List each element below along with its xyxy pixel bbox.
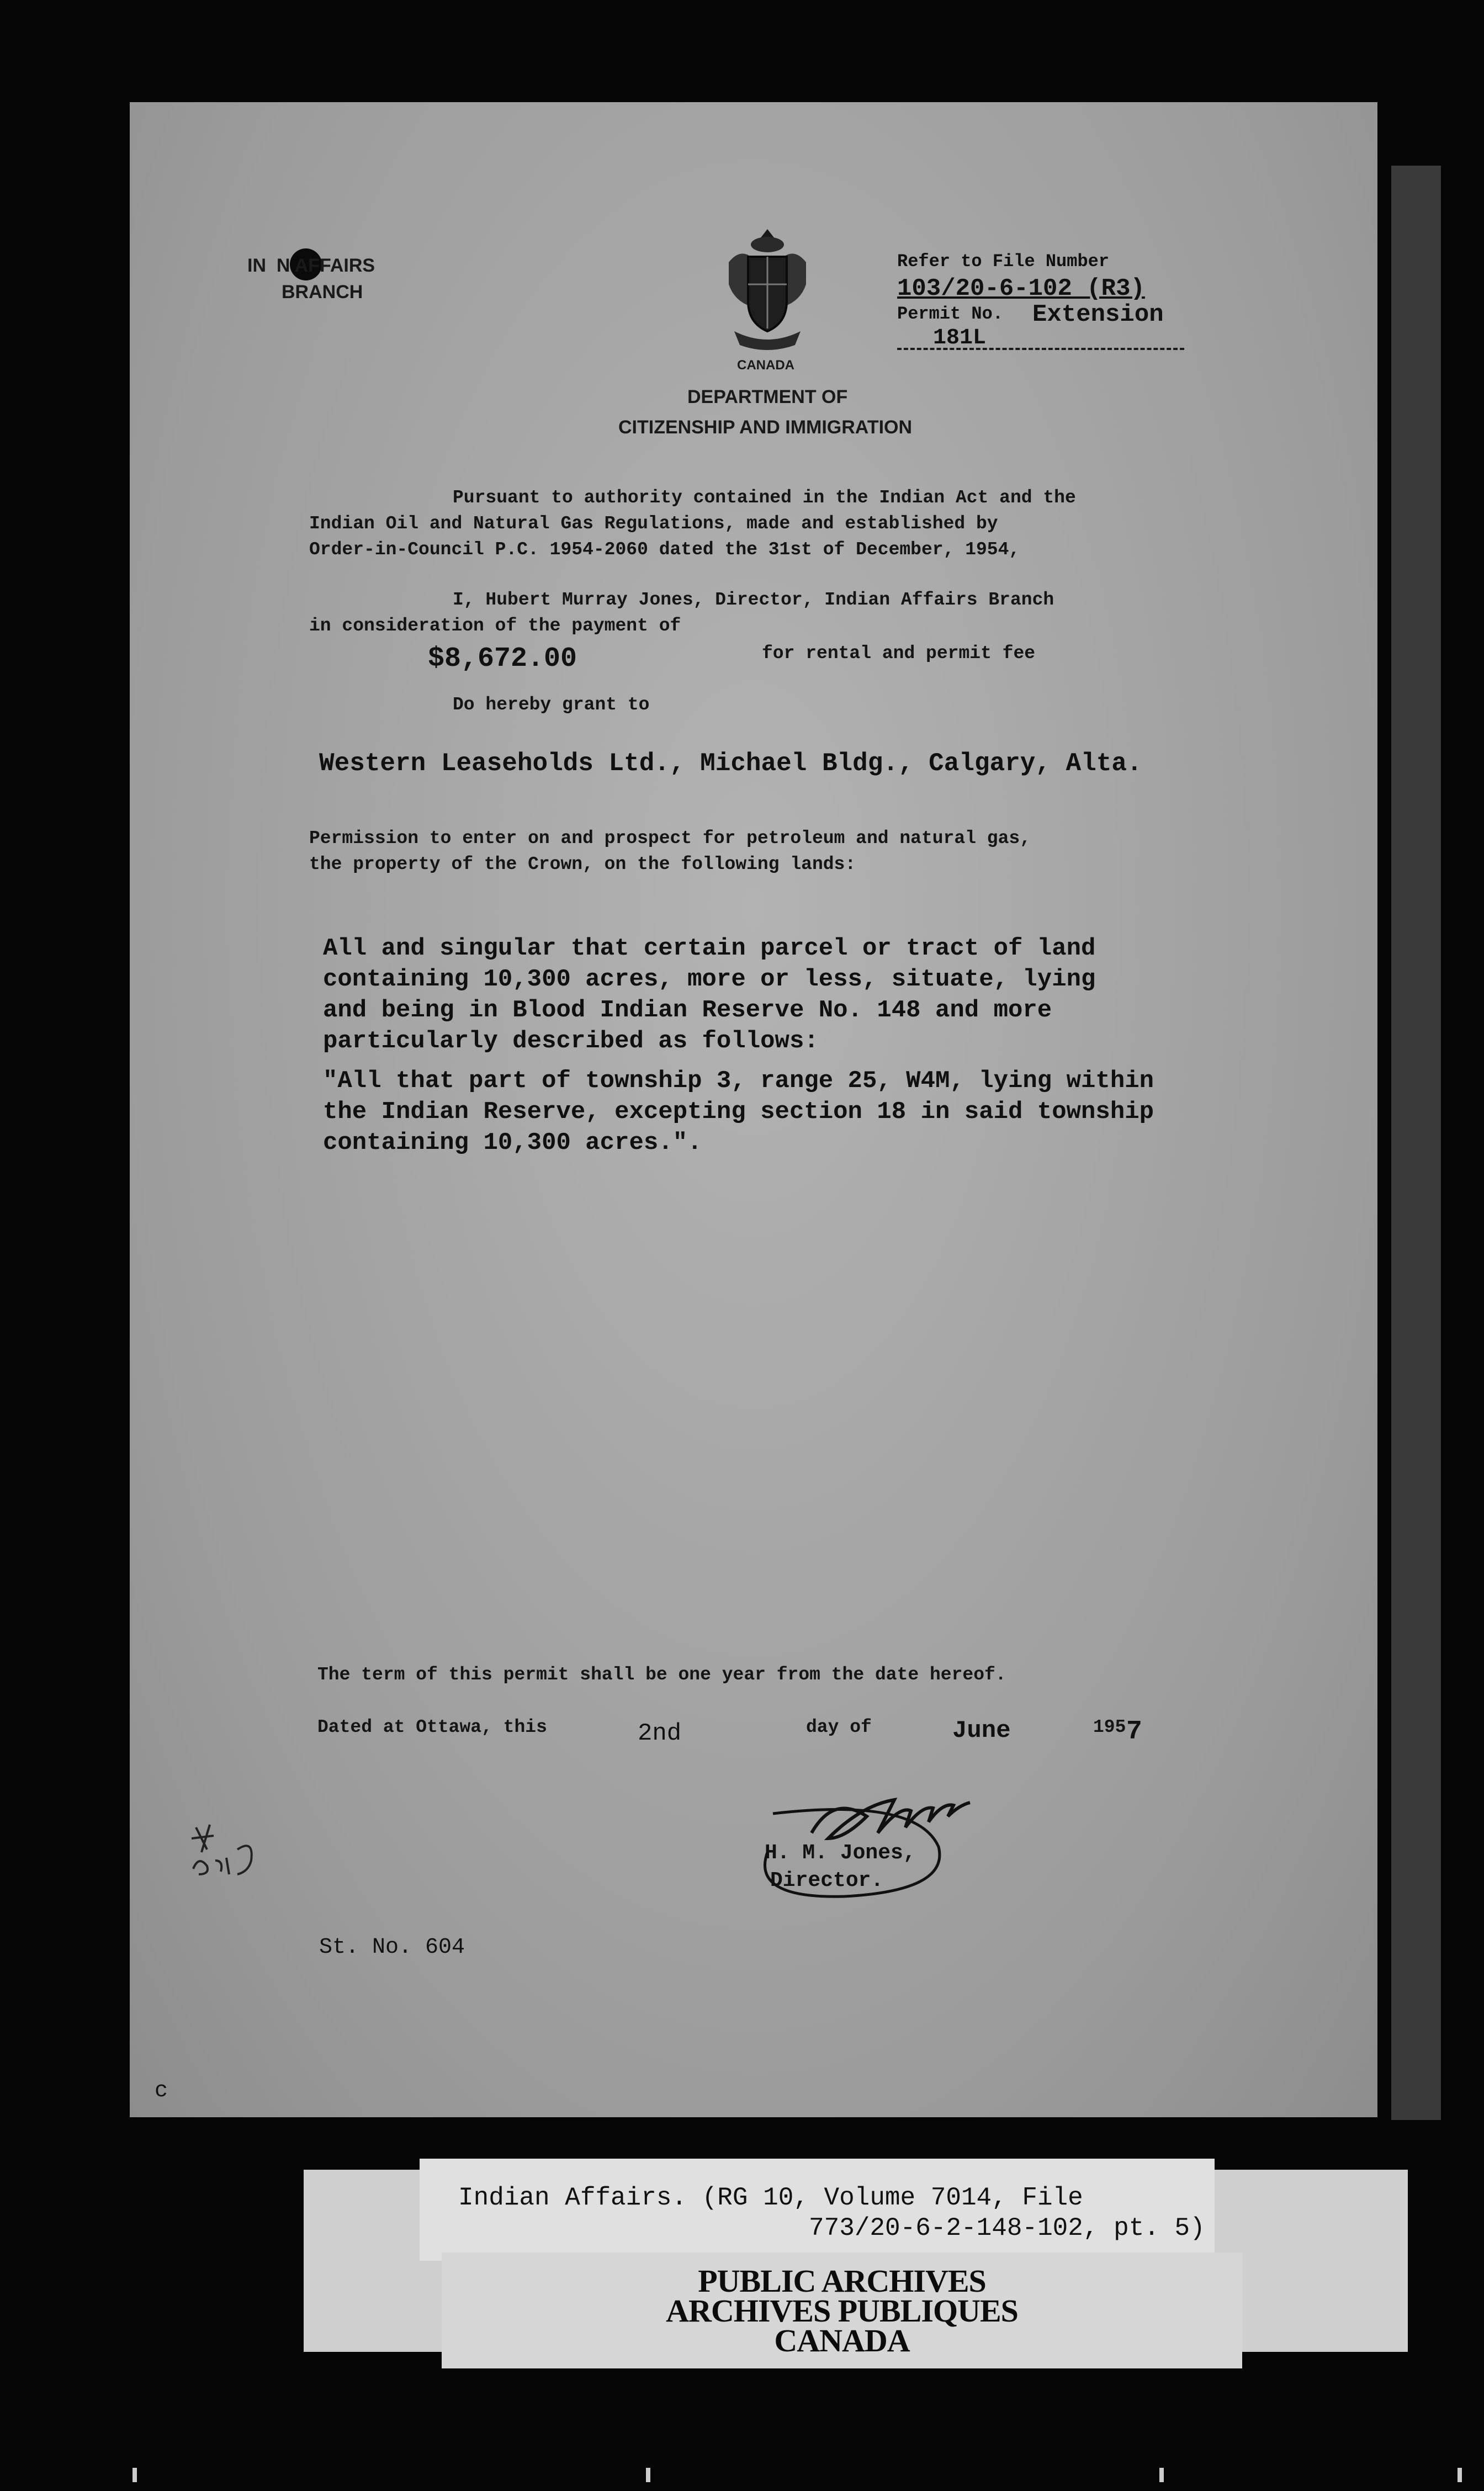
dated-month: June: [952, 1717, 1011, 1745]
branch-label-2: BRANCH: [282, 282, 363, 303]
permit-number-label: Permit No.: [897, 304, 1004, 324]
film-mark: [1159, 2468, 1164, 2482]
film-mark: [646, 2468, 650, 2482]
land-line-1: All and singular that certain parcel or tract of land: [323, 935, 1096, 962]
margin-mark: c: [155, 2079, 168, 2103]
page-edge-shadow: [1391, 166, 1441, 2120]
archive-stamp-line-2: ARCHIVES PUBLIQUES: [666, 2293, 1018, 2329]
film-mark: [1458, 2468, 1462, 2482]
signatory-title: Director.: [770, 1869, 884, 1893]
dated-day-of: day of: [806, 1717, 872, 1737]
land-line-2: containing 10,300 acres, more or less, situate, lying: [323, 966, 1096, 993]
dated-prefix: Dated at Ottawa, this: [317, 1717, 547, 1737]
permission-line-1: Permission to enter on and prospect for petroleum and natural gas,: [309, 828, 1031, 849]
grant-line: Do hereby grant to: [453, 695, 650, 715]
grantee-name: Western Leaseholds Ltd., Michael Bldg., Calgary, Alta.: [319, 749, 1142, 778]
country-label: CANADA: [737, 358, 794, 373]
department-line-1: DEPARTMENT OF: [687, 386, 848, 407]
permit-number: 181L: [933, 326, 987, 351]
description-line-3: containing 10,300 acres.".: [323, 1129, 702, 1157]
land-line-3: and being in Blood Indian Reserve No. 148 and more: [323, 997, 1052, 1024]
dated-year: 195: [1093, 1717, 1126, 1737]
archive-stamp-line-3: CANADA: [774, 2323, 910, 2358]
archive-reference-line-1: Indian Affairs. (RG 10, Volume 7014, File: [458, 2183, 1083, 2212]
handwritten-margin-note: [185, 1816, 284, 1888]
term-statement: The term of this permit shall be one year from the date hereof.: [317, 1665, 1006, 1685]
description-line-1: "All that part of township 3, range 25, W4M, lying within: [323, 1067, 1154, 1095]
archive-reference-line-2: 773/20-6-2-148-102, pt. 5): [809, 2214, 1205, 2243]
director-line-1: I, Hubert Murray Jones, Director, Indian Affairs Branch: [453, 590, 1054, 610]
file-reference-number: 103/20-6-102 (R3): [897, 275, 1145, 303]
dated-day: 2nd: [638, 1720, 682, 1747]
authority-line-3: Order-in-Council P.C. 1954-2060 dated the 31st of December, 1954,: [309, 539, 1020, 560]
dated-year-digit: 7: [1126, 1717, 1142, 1747]
land-line-4: particularly described as follows:: [323, 1027, 819, 1055]
signatory-name: H. M. Jones,: [765, 1841, 916, 1865]
department-line-2: CITIZENSHIP AND IMMIGRATION: [618, 417, 913, 438]
director-line-2: in consideration of the payment of: [309, 616, 681, 636]
film-mark: [132, 2468, 137, 2482]
archive-stamp-line-1: PUBLIC ARCHIVES: [698, 2263, 986, 2299]
description-line-2: the Indian Reserve, excepting section 18 in said township: [323, 1098, 1154, 1126]
file-reference-label: Refer to File Number: [897, 251, 1110, 272]
coat-of-arms-icon: [712, 224, 823, 356]
permit-extension-label: Extension: [1032, 301, 1164, 328]
payment-purpose: for rental and permit fee: [762, 643, 1036, 664]
payment-amount: $8,672.00: [428, 643, 577, 675]
permission-line-2: the property of the Crown, on the following lands:: [309, 854, 856, 875]
authority-line-2: Indian Oil and Natural Gas Regulations, made and established by: [309, 513, 998, 534]
branch-label: IN N AFFAIRS: [247, 255, 375, 276]
statement-number: St. No. 604: [319, 1935, 465, 1960]
authority-line-1: Pursuant to authority contained in the Indian Act and the: [453, 487, 1076, 508]
